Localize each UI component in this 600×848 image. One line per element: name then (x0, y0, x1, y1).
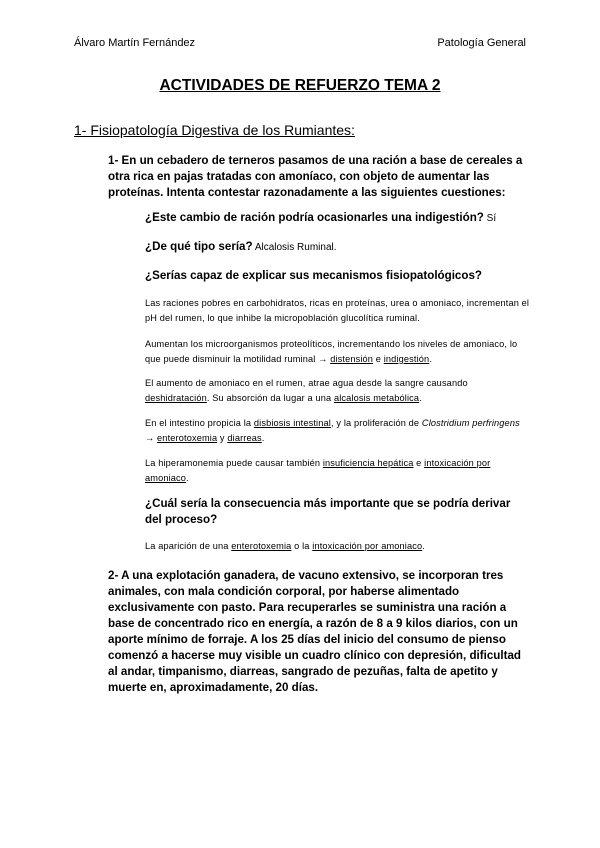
p3-end: . (419, 393, 422, 403)
subquestion-3 (145, 268, 530, 284)
subquestion-1-text: ¿Este cambio de ración podría ocasionarles una indigestión? (145, 211, 484, 224)
p2-mid: e (373, 354, 384, 364)
p3-term-1: deshidratación (145, 393, 207, 403)
p4-end: . (261, 433, 265, 443)
answer-paragraph-1: Las raciones pobres en carbohidratos, ricas en proteínas, urea o amoniaco, incrementan el pH del rumen, lo que inhibe la micropoblación glucolítica ruminal. (145, 298, 530, 323)
p5-text: La hiperamonemia puede causar también (145, 458, 323, 468)
subquestion-4 (145, 496, 530, 528)
p4-term-3: diarreas (227, 433, 262, 443)
p5-mid: e (413, 458, 425, 468)
p4-term-2: enterotoxemia (157, 433, 218, 443)
section-heading: 1- Fisiopatología Digestiva de los Rumiantes: (74, 122, 355, 138)
answer-paragraph-6 (145, 539, 530, 554)
p3-term-2: alcalosis metabólica (333, 393, 420, 403)
p6-end: . (422, 541, 425, 551)
question-1: 1- En un cebadero de terneros pasamos de una ración a base de cereales a otra rica en pajas tratadas con amoníaco, con objeto de aumentar las proteínas. Intenta contestar razonadamente a las siguientes cuestiones: (108, 154, 523, 199)
answer-paragraph-4 (145, 416, 530, 446)
header-author: Álvaro Martín Fernández (74, 37, 196, 49)
p4-mid-2: → (145, 433, 158, 443)
subquestion-2-text: ¿De qué tipo sería? (145, 240, 253, 253)
p5-term-1: insuficiencia hepática (322, 458, 414, 468)
p4-text: En el intestino propicia la (145, 418, 254, 428)
p6-mid: o la (291, 541, 313, 551)
subquestion-4-text: ¿Cuál sería la consecuencia más importante que se podría derivar del proceso? (145, 497, 511, 526)
p2-end: . (429, 354, 433, 364)
p3-mid: . Su absorción da lugar a una (206, 393, 334, 403)
p6-text: La aparición de una (145, 541, 232, 551)
subquestion-1-answer: Sí (483, 213, 497, 224)
p6-term-2: intoxicación por amoniaco (312, 541, 423, 551)
question-2: 2- A una explotación ganadera, de vacuno extensivo, se incorporan tres animales, con mala condición corporal, por haberse alimentado exclusivamente con pasto. Para recuperarles se suministra una ración a base de concentrado rico en energía, a razón de 8 a 9 kilos diarios, con un aporte mínimo de forraje. A los 25 días del inicio del consumo de pienso comenzó a hacerse muy visible un cuadro clínico con depresión, dificultad al andar, timpanismo, diarreas, sangrado de pezuñas, falta de apetito y muerte en, aproximadamente, 20 días. (108, 569, 521, 694)
p2-term-1: distensión (330, 354, 374, 364)
subquestion-1 (145, 210, 530, 227)
subquestion-3-text: ¿Serías capaz de explicar sus mecanismos fisiopatológicos? (145, 269, 482, 282)
header-subject: Patología General (437, 37, 526, 49)
document-title: ACTIVIDADES DE REFUERZO TEMA 2 (159, 77, 441, 94)
p6-term-1: enterotoxemia (231, 541, 292, 551)
answer-paragraph-2 (145, 337, 530, 367)
subquestion-2-answer: Alcalosis Ruminal. (252, 242, 337, 253)
p4-term-1: disbiosis intestinal (253, 418, 331, 428)
answer-paragraph-5 (145, 456, 530, 486)
subquestion-2 (145, 239, 530, 256)
p5-term-2: intoxicación por amoniaco (145, 458, 491, 483)
p2-term-2: indigestión (383, 354, 430, 364)
p4-mid-3: y (217, 433, 228, 443)
answer-paragraph-3 (145, 376, 530, 406)
p4-species: Clostridium perfringens (421, 418, 520, 428)
p4-mid-1: , y la proliferación de (330, 418, 422, 428)
p2-text: Aumentan los microorganismos proteolíticos, incrementando los niveles de amoniaco, lo que puede disminuir la motilidad ruminal → (145, 339, 518, 364)
p3-text: El aumento de amoniaco en el rumen, atrae agua desde la sangre causando (145, 378, 468, 388)
p5-end: . (186, 473, 189, 483)
